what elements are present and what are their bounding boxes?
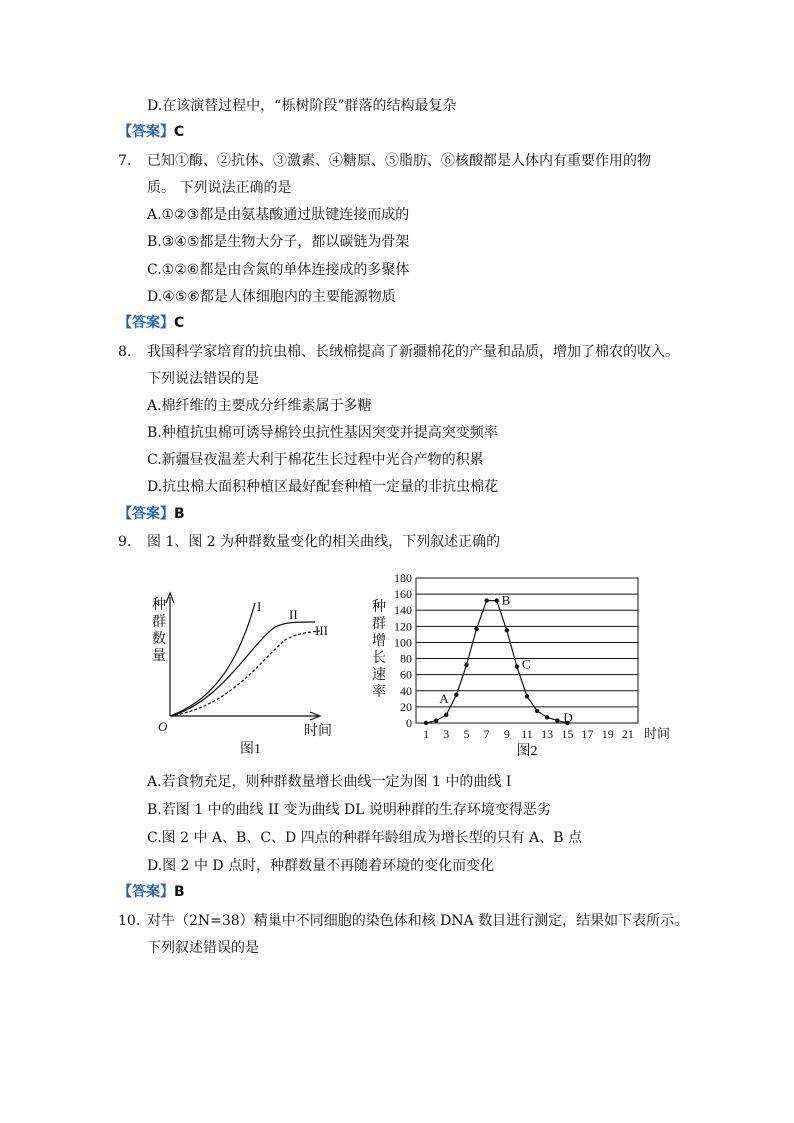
q6-answer xyxy=(118,122,184,142)
fig2-plot-frame xyxy=(416,578,638,723)
fig2-data-point xyxy=(474,627,478,631)
fig1-curve-iii xyxy=(170,631,320,716)
q8-option-b: B.种植抗虫棉可诱导棉铃虫抗性基因突变并提高突变频率 xyxy=(147,425,498,441)
fig1-curve-label-i: I xyxy=(257,599,262,614)
figure-1 xyxy=(150,585,350,765)
fig2-xlabel: 时间 xyxy=(644,726,671,741)
q7-option-d: D.④⑤⑥都是人体细胞内的主要能源物质 xyxy=(147,289,396,305)
q8-number: 8. xyxy=(118,344,132,360)
fig2-point-label: A xyxy=(439,690,449,706)
answer-prefix: 【答案】 xyxy=(118,124,174,140)
fig2-caption: 图2 xyxy=(516,744,538,759)
fig1-curve-label-iii: III xyxy=(315,623,328,638)
fig1-ylabel-char: 种 xyxy=(152,598,166,613)
answer-letter: C xyxy=(174,124,185,140)
fig2-x-tick-label: 15 xyxy=(561,727,574,741)
q7-answer xyxy=(118,313,184,333)
q7-option-c: C.①②⑥都是由含氮的单体连接成的多聚体 xyxy=(147,262,410,278)
fig2-data-point xyxy=(505,628,509,632)
q8-stem-line1: 我国科学家培育的抗虫棉、长绒棉提高了新疆棉花的产量和品质，增加了棉农的收入。 xyxy=(147,344,679,360)
fig2-ylabel-char: 种 xyxy=(372,600,386,615)
q8-option-a: A.棉纤维的主要成分纤维素属于多糖 xyxy=(147,398,372,414)
fig2-point-label: B xyxy=(501,592,511,608)
fig1-curve-ii xyxy=(170,622,315,716)
fig2-data-point xyxy=(444,713,448,717)
q8-stem-line2: 下列说法错误的是 xyxy=(147,371,259,387)
fig2-x-tick-label: 13 xyxy=(541,727,554,741)
fig2-x-tick-label: 3 xyxy=(443,727,450,741)
fig1-xlabel: 时间 xyxy=(304,724,332,739)
fig2-data-point xyxy=(525,694,529,698)
fig2-x-tick-label: 17 xyxy=(581,727,594,741)
fig2-data-point xyxy=(515,664,519,668)
fig2-point-label: C xyxy=(521,656,531,672)
fig2-data-point xyxy=(484,598,488,602)
fig2-data-point xyxy=(434,718,438,722)
q7-option-a: A.①②③都是由氨基酸通过肽键连接而成的 xyxy=(147,207,410,223)
fig2-data-point xyxy=(535,709,539,713)
fig2-data-point xyxy=(495,598,499,602)
fig2-y-tick-label: 120 xyxy=(394,619,412,634)
q9-stem: 图 1、图 2 为种群数量变化的相关曲线，下列叙述正确的 xyxy=(147,534,501,550)
fig2-ylabel-char: 速 xyxy=(372,668,386,683)
q7-number: 7. xyxy=(118,153,132,169)
fig2-y-tick-label: 100 xyxy=(394,635,412,650)
fig2-x-tick-label: 5 xyxy=(463,727,470,741)
q7-stem-line1: 已知①酶、②抗体、③激素、④糖原、⑤脂肪、⑥核酸都是人体内有重要作用的物 xyxy=(147,153,651,169)
q9-option-b: B.若图 1 中的曲线 II 变为曲线 DL 说明种群的生存环境变得恶劣 xyxy=(147,802,551,818)
q8-option-c: C.新疆昼夜温差大利于棉花生长过程中光合产物的积累 xyxy=(147,452,484,468)
q9-option-c: C.图 2 中 A、B、C、D 四点的种群年龄组成为增长型的只有 A、B 点 xyxy=(147,830,583,846)
fig2-x-tick-label: 1 xyxy=(423,727,430,741)
fig1-ylabel-char: 量 xyxy=(152,649,166,664)
fig2-data-point xyxy=(424,721,428,725)
fig2-ylabel-char: 增 xyxy=(372,634,386,649)
fig1-caption: 图1 xyxy=(240,742,261,757)
fig2-y-tick-label: 160 xyxy=(394,587,412,602)
fig2-y-tick-label: 0 xyxy=(406,716,412,730)
fig2-y-tick-label: 180 xyxy=(394,571,412,585)
q7-option-b: B.③④⑤都是生物大分子，都以碳链为骨架 xyxy=(147,234,410,250)
fig2-x-tick-label: 9 xyxy=(503,727,510,741)
fig2-data-point xyxy=(454,693,458,697)
q9-option-a: A.若食物充足，则种群数量增长曲线一定为图 1 中的曲线 I xyxy=(147,774,512,790)
q9-number: 9. xyxy=(118,534,132,550)
answer-letter: B xyxy=(174,884,185,900)
fig2-ylabel-char: 群 xyxy=(372,617,386,632)
q10-stem-line1: 对牛（2N=38）精巢中不同细胞的染色体和核 DNA 数目进行测定，结果如下表所示。 xyxy=(147,913,689,929)
answer-prefix: 【答案】 xyxy=(118,315,174,331)
fig2-x-tick-label: 21 xyxy=(621,727,634,741)
fig1-curve-label-ii: II xyxy=(289,607,298,622)
fig2-y-tick-label: 40 xyxy=(400,683,412,698)
fig1-origin: O xyxy=(158,719,168,734)
fig2-data-point xyxy=(545,715,549,719)
fig2-y-tick-label: 20 xyxy=(400,699,412,714)
fig1-ylabel-char: 数 xyxy=(152,632,166,647)
answer-letter: C xyxy=(174,315,185,331)
answer-letter: B xyxy=(174,506,185,522)
fig2-ylabel-char: 长 xyxy=(372,651,386,666)
q10-number: 10. xyxy=(118,913,141,929)
q6-option-d: D.在该演替过程中，“栎树阶段”群落的结构最复杂 xyxy=(147,98,457,114)
answer-prefix: 【答案】 xyxy=(118,506,174,522)
fig2-y-tick-label: 80 xyxy=(400,651,412,666)
q7-stem-line2: 质。 下列说法正确的是 xyxy=(147,180,292,196)
fig2-data-point xyxy=(555,718,559,722)
fig2-data-point xyxy=(464,663,468,667)
q8-answer xyxy=(118,504,185,524)
fig2-ylabel-char: 率 xyxy=(372,685,386,700)
fig2-y-tick-label: 140 xyxy=(394,603,412,618)
figure-2-chart xyxy=(368,568,688,763)
fig2-point-label: D xyxy=(563,710,573,725)
fig2-y-tick-label: 60 xyxy=(400,667,412,682)
fig2-x-tick-label: 19 xyxy=(601,727,614,741)
answer-prefix: 【答案】 xyxy=(118,884,174,900)
q10-stem-line2: 下列叙述错误的是 xyxy=(147,940,259,956)
fig1-curve-i xyxy=(170,603,255,716)
q8-option-d: D.抗虫棉大面积种植区最好配套种植一定量的非抗虫棉花 xyxy=(147,479,499,495)
q9-option-d: D.图 2 中 D 点时，种群数量不再随着环境的变化而变化 xyxy=(147,858,495,874)
q9-answer xyxy=(118,882,185,902)
fig2-x-tick-label: 11 xyxy=(521,727,533,741)
fig2-x-tick-label: 7 xyxy=(483,727,490,741)
fig1-ylabel-char: 群 xyxy=(152,615,166,630)
